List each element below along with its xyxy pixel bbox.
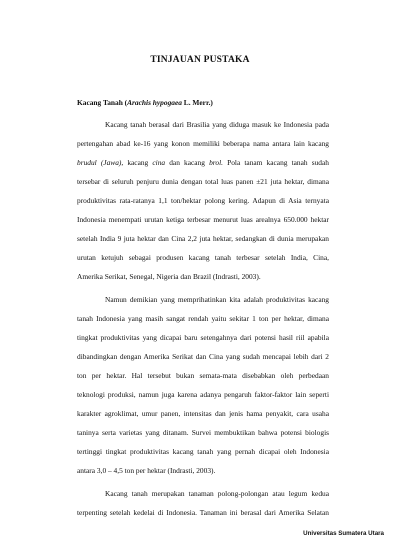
text-line [77,153,329,172]
text-line: taninya serta varietas yang ditanam. Survei membuktikan bahwa potensi biologis [77,428,329,437]
heading-latin-name: Arachis hypogaea [127,98,182,107]
heading-suffix: L. Merr.) [181,98,213,107]
heading-prefix: Kacang Tanah ( [77,98,128,107]
text-span: , kacang [121,158,153,167]
text-line: Indonesia menempati urutan ketiga terbesar menurut luas arealnya 650.000 hektar [77,215,329,224]
italic-term: brudul (Jawa) [77,158,122,167]
text-line: tanah Indonesia yang masih sangat rendah yaitu sekitar 1 ton per hektar, dimana [77,314,329,323]
text-line: tersebar di seluruh penjuru dunia dengan total luas panen ±21 juta hektar, dimana [77,177,329,186]
text-line: teknologi produksi, namun juga karena adanya pengaruh faktor-faktor lain seperti [77,390,329,399]
paragraph-3 [77,484,329,522]
text-line: Kacang tanah berasal dari Brasilia yang diduga masuk ke Indonesia pada [105,120,329,129]
text-line: produktivitas rata-ratanya 1,1 ton/hektar polong kering. Adapun di Asia ternyata [77,196,329,205]
text-line: tertinggi tingkat produktivitas kacang tanah yang pernah dicapai oleh Indonesia [77,447,329,456]
text-line: ton per hektar. Hal tersebut bukan semata-mata disebabkan oleh perbedaan [77,371,329,380]
text-line: pertengahan abad ke-16 yang konon memiliki beberapa nama antara lain kacang [77,139,329,148]
text-span: Pola tanam kacang tanah sudah [222,158,329,167]
text-line: dibandingkan dengan Amerika Serikat dan Cina yang sudah mencapai lebih dari 2 [77,352,329,361]
text-span: dan kacang [165,158,210,167]
page-title: TINJAUAN PUSTAKA [150,55,250,65]
section-heading [77,96,329,109]
italic-term: brol. [209,158,223,167]
page-footer: Universitas Sumatera Utara [303,530,384,537]
text-line: Amerika Serikat, Senegal, Nigeria dan Brazil (Indrasti, 2003). [77,272,261,281]
text-line: Kacang tanah merupakan tanaman polong-polongan atau legum kedua [105,489,329,498]
body-text [77,96,329,522]
paragraph-2 [77,290,329,480]
text-line: karakter agroklimat, umur panen, intensitas dan jenis hama penyakit, cara usaha [77,409,329,418]
text-line: antara 3,0 – 4,5 ton per hektar (Indrasti, 2003). [77,466,216,475]
text-line: Namun demikian yang memprihatinkan kita adalah produktivitas kacang [105,295,329,304]
text-line: terpenting setelah kedelai di Indonesia. Tanaman ini berasal dari Amerika Selatan [77,508,329,517]
text-line: tingkat produktivitas yang dicapai baru setengahnya dari potensi hasil riil apabila [77,333,329,342]
text-line: urutan ketujuh sebagai produsen kacang tanah terbesar setelah India, Cina, [77,253,329,262]
italic-term: cina [152,158,166,167]
text-line: setelah India 9 juta hektar dan Cina 2,2 juta hektar, sedangkan di dunia merupakan [77,234,329,243]
paragraph-1 [77,115,329,286]
